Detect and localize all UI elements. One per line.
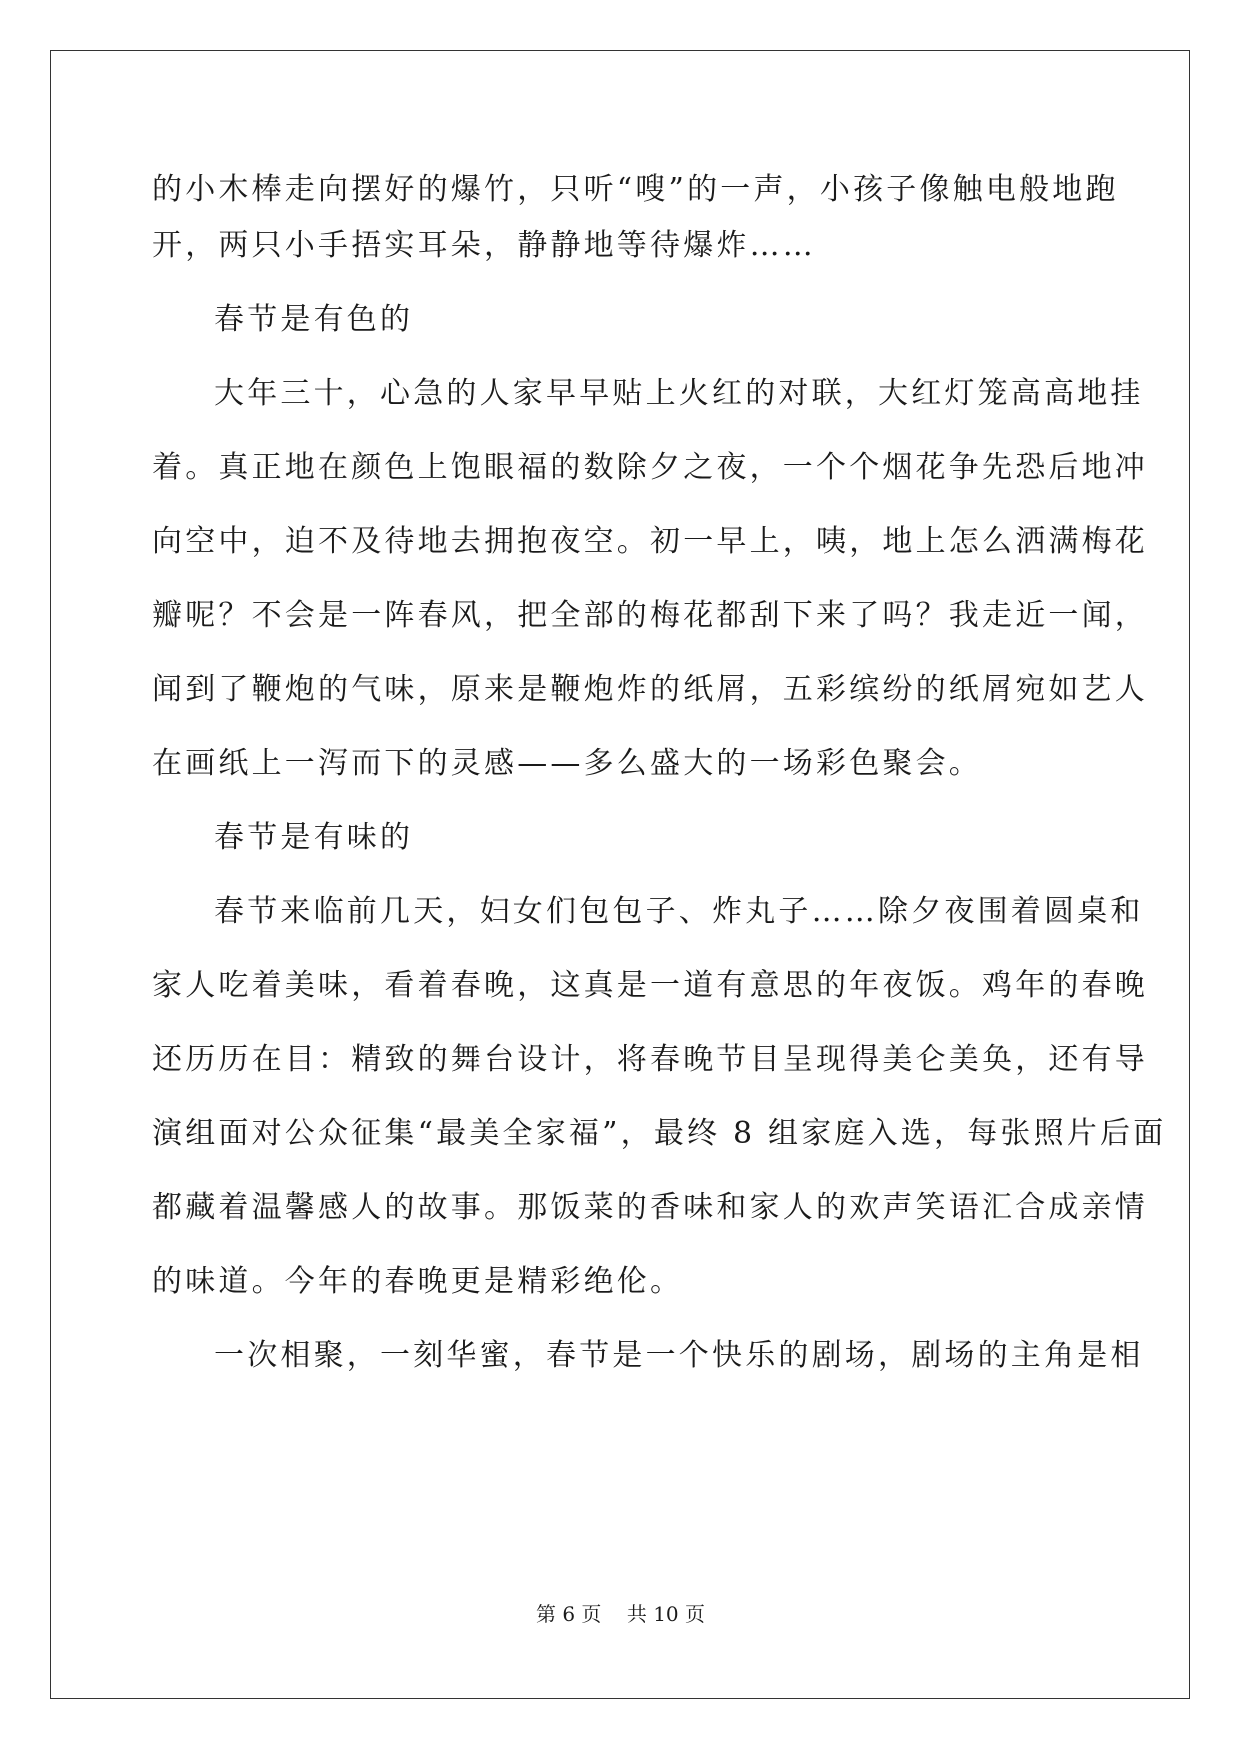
text-line: 在画纸上一泻而下的灵感——多么盛大的一场彩色聚会。 [152, 746, 982, 781]
section-heading: 春节是有色的 [214, 302, 414, 337]
text-line: 向空中，迫不及待地去拥抱夜空。初一早上，咦，地上怎么洒满梅花 [152, 524, 1148, 559]
text-line: 开，两只小手捂实耳朵，静静地等待爆炸…… [152, 228, 816, 263]
text-line: 大年三十，心急的人家早早贴上火红的对联，大红灯笼高高地挂 [214, 376, 1144, 411]
text-line: 瓣呢？不会是一阵春风，把全部的梅花都刮下来了吗？我走近一闻， [152, 598, 1148, 633]
page-number-footer: 第 6 页 共 10 页 [535, 1602, 706, 1626]
text-line: 闻到了鞭炮的气味，原来是鞭炮炸的纸屑，五彩缤纷的纸屑宛如艺人 [152, 672, 1148, 707]
text-line: 的味道。今年的春晚更是精彩绝伦。 [152, 1264, 684, 1299]
text-line: 着。真正地在颜色上饱眼福的数除夕之夜，一个个烟花争先恐后地冲 [152, 450, 1148, 485]
text-line: 家人吃着美味，看着春晚，这真是一道有意思的年夜饭。鸡年的春晚 [152, 968, 1148, 1003]
page-frame [50, 50, 1190, 1699]
text-line: 一次相聚，一刻华蜜，春节是一个快乐的剧场，剧场的主角是相 [214, 1338, 1144, 1373]
text-line: 的小木棒走向摆好的爆竹，只听“嗖”的一声，小孩子像触电般地跑 [152, 172, 1119, 207]
text-line: 都藏着温馨感人的故事。那饭菜的香味和家人的欢声笑语汇合成亲情 [152, 1190, 1148, 1225]
text-line: 还历历在目：精致的舞台设计，将春晚节目呈现得美仑美奂，还有导 [152, 1042, 1148, 1077]
text-line: 演组面对公众征集“最美全家福”，最终 8 组家庭入选，每张照片后面 [152, 1116, 1167, 1151]
section-heading: 春节是有味的 [214, 820, 414, 855]
text-line: 春节来临前几天，妇女们包包子、炸丸子……除夕夜围着圆桌和 [214, 894, 1144, 929]
